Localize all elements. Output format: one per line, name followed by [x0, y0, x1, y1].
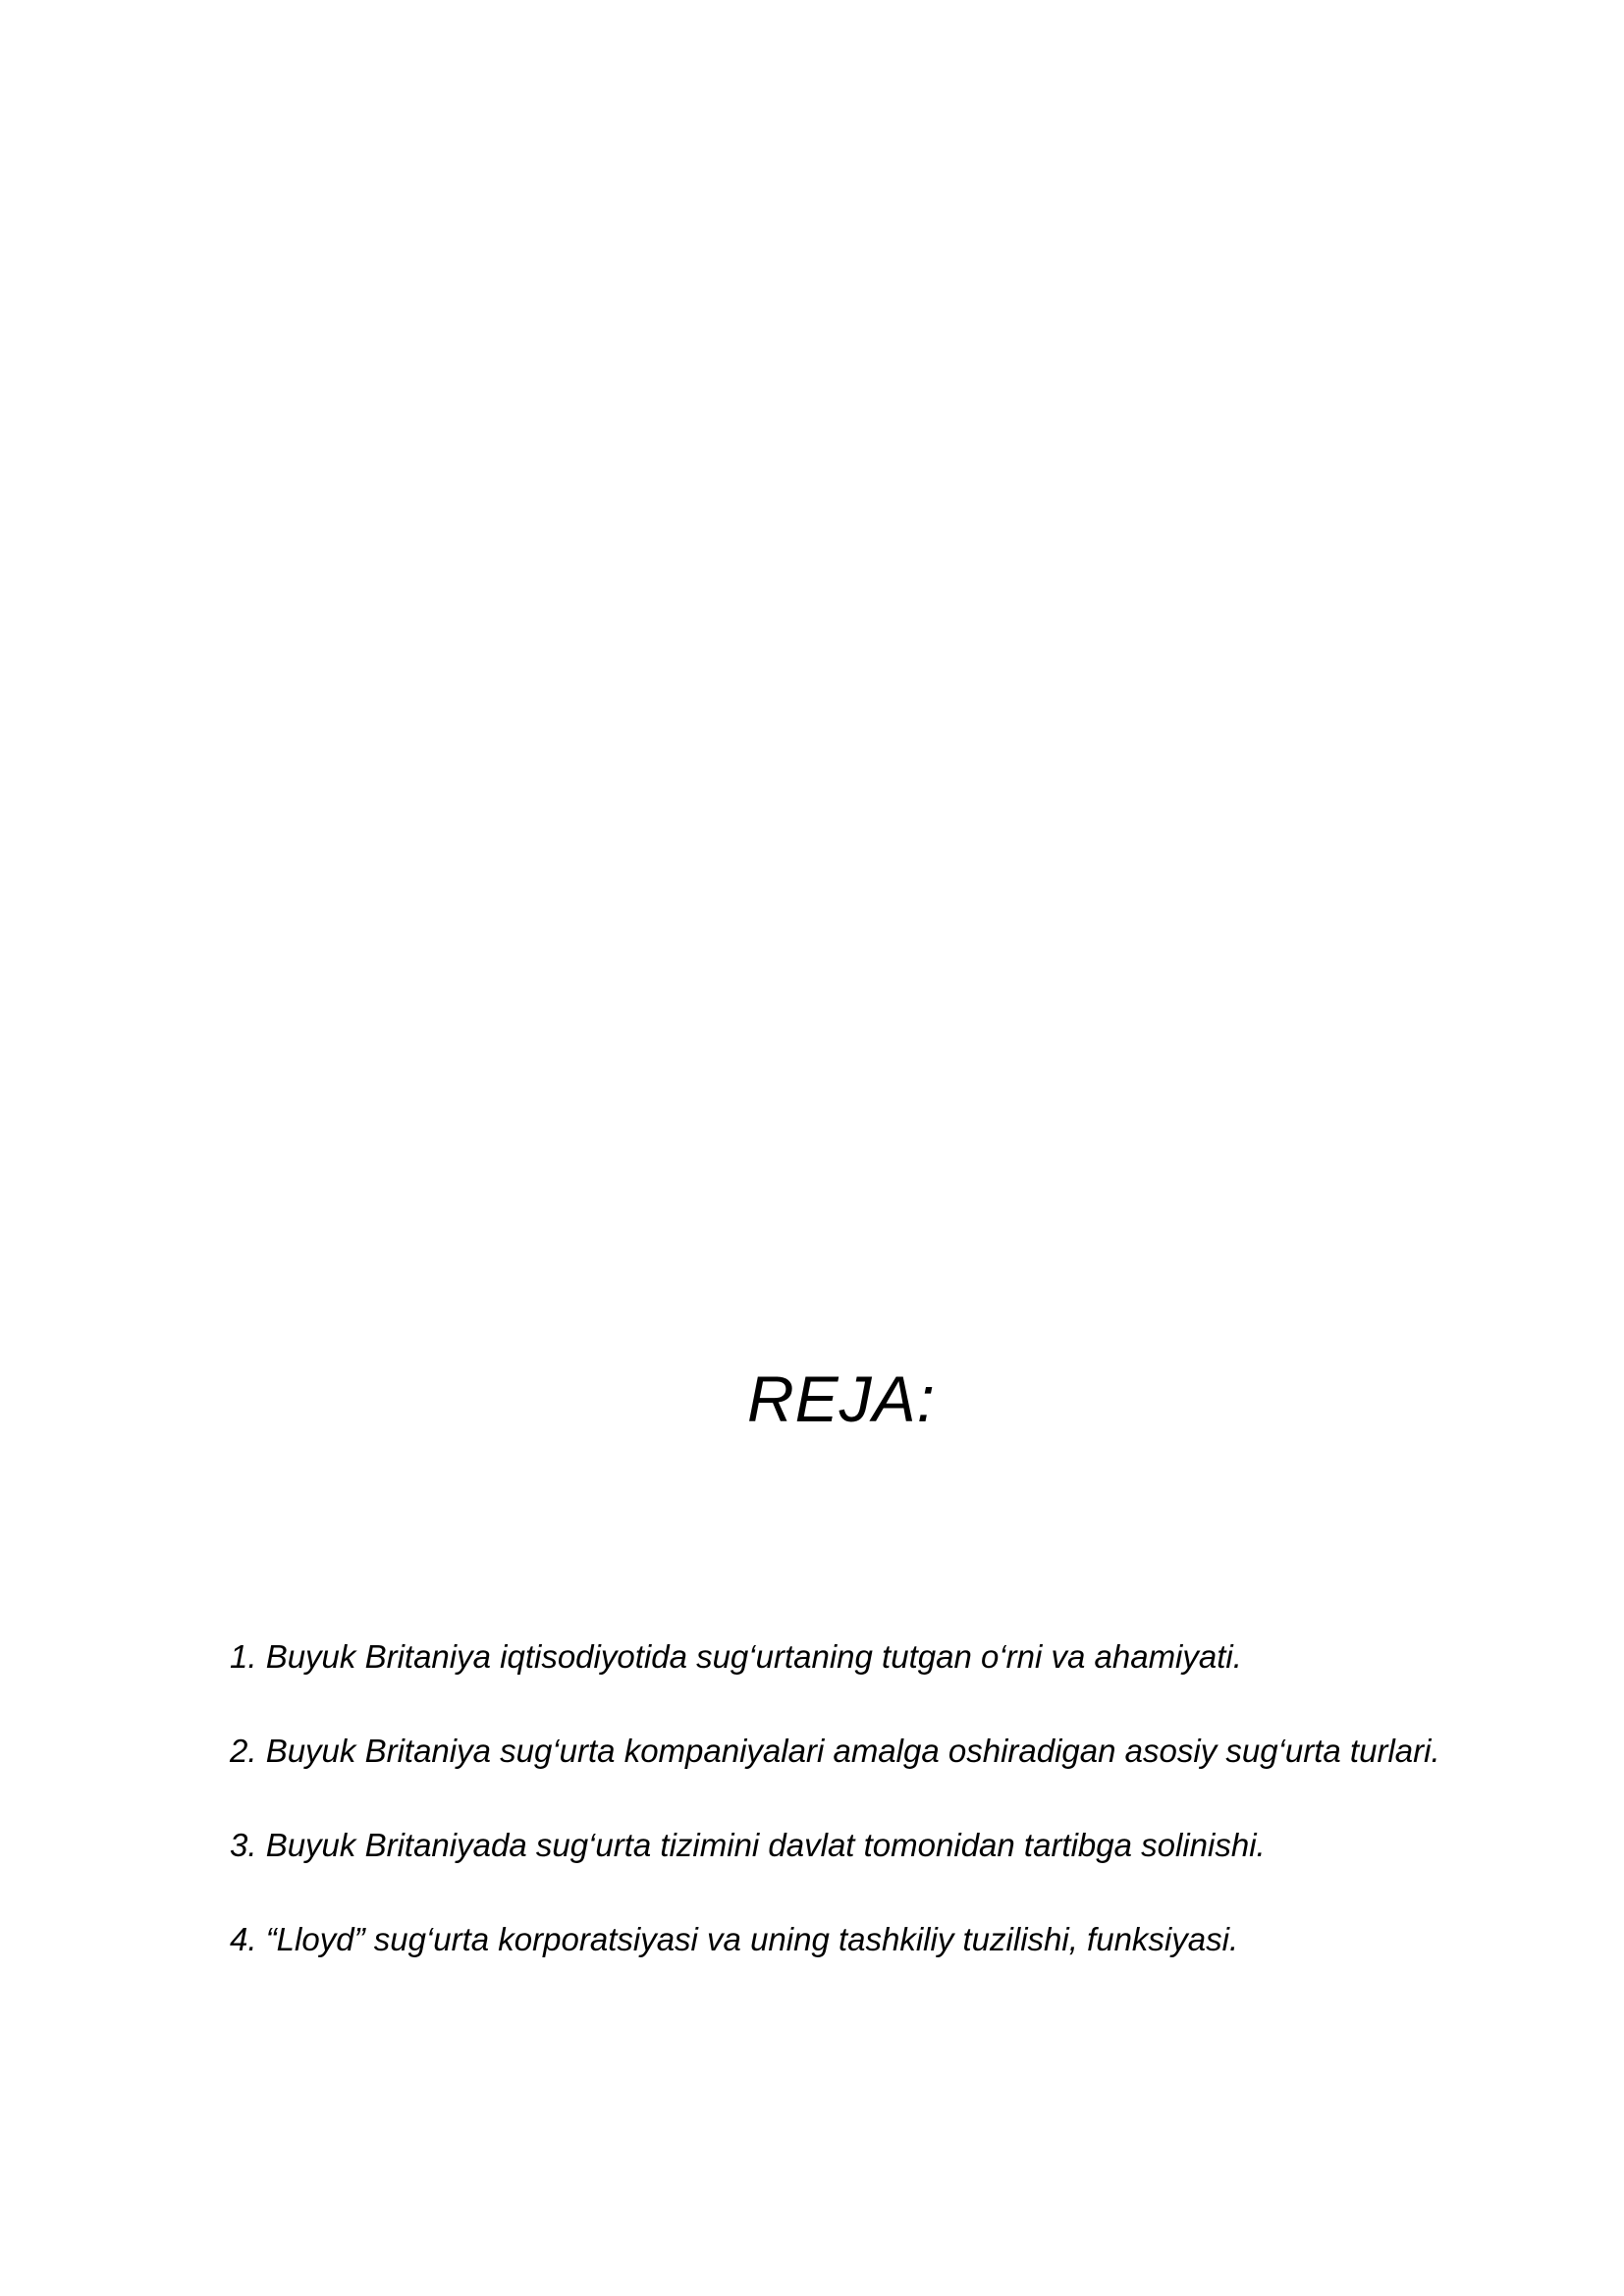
- plan-item-1: 1. Buyuk Britaniya iqtisodiyotida sug‘urtaning tutgan o‘rni va ahamiyati.: [230, 1638, 1242, 1675]
- plan-item-4: 4. “Lloyd” sug‘urta korporatsiyasi va uning tashkiliy tuzilishi, funksiyasi.: [230, 1921, 1239, 1957]
- page-title: REJA:: [746, 1362, 937, 1435]
- plan-list: [230, 1622, 1447, 1999]
- plan-item-3: 3. Buyuk Britaniyada sug‘urta tizimini davlat tomonidan tartibga solinishi.: [230, 1827, 1266, 1863]
- plan-item-2: 2. Buyuk Britaniya sug‘urta kompaniyalari amalga oshiradigan asosiy sug‘urta turlari.: [230, 1733, 1440, 1769]
